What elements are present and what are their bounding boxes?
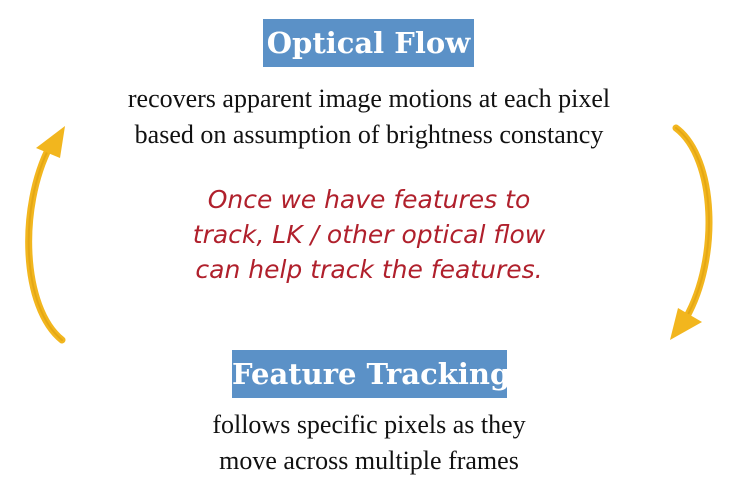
note-line-1: Once we have features to [207, 185, 531, 214]
feature-tracking-title: Feature Tracking [232, 350, 507, 398]
optical-flow-description [80, 81, 658, 153]
note-line-3: can help track the features. [195, 255, 543, 284]
optical-flow-title: Optical Flow [263, 19, 474, 67]
handwritten-note [150, 182, 588, 287]
feature-tracking-line-1: follows specific pixels as they [212, 410, 526, 439]
optical-flow-line-1: recovers apparent image motions at each pixel [127, 84, 611, 113]
note-line-2: track, LK / other optical flow [192, 220, 546, 249]
curved-arrow-up-icon [10, 118, 80, 348]
feature-tracking-line-2: move across multiple frames [219, 446, 519, 475]
optical-flow-line-2: based on assumption of brightness constancy [134, 120, 604, 149]
curved-arrow-down-icon [658, 118, 728, 348]
feature-tracking-description [170, 407, 568, 478]
